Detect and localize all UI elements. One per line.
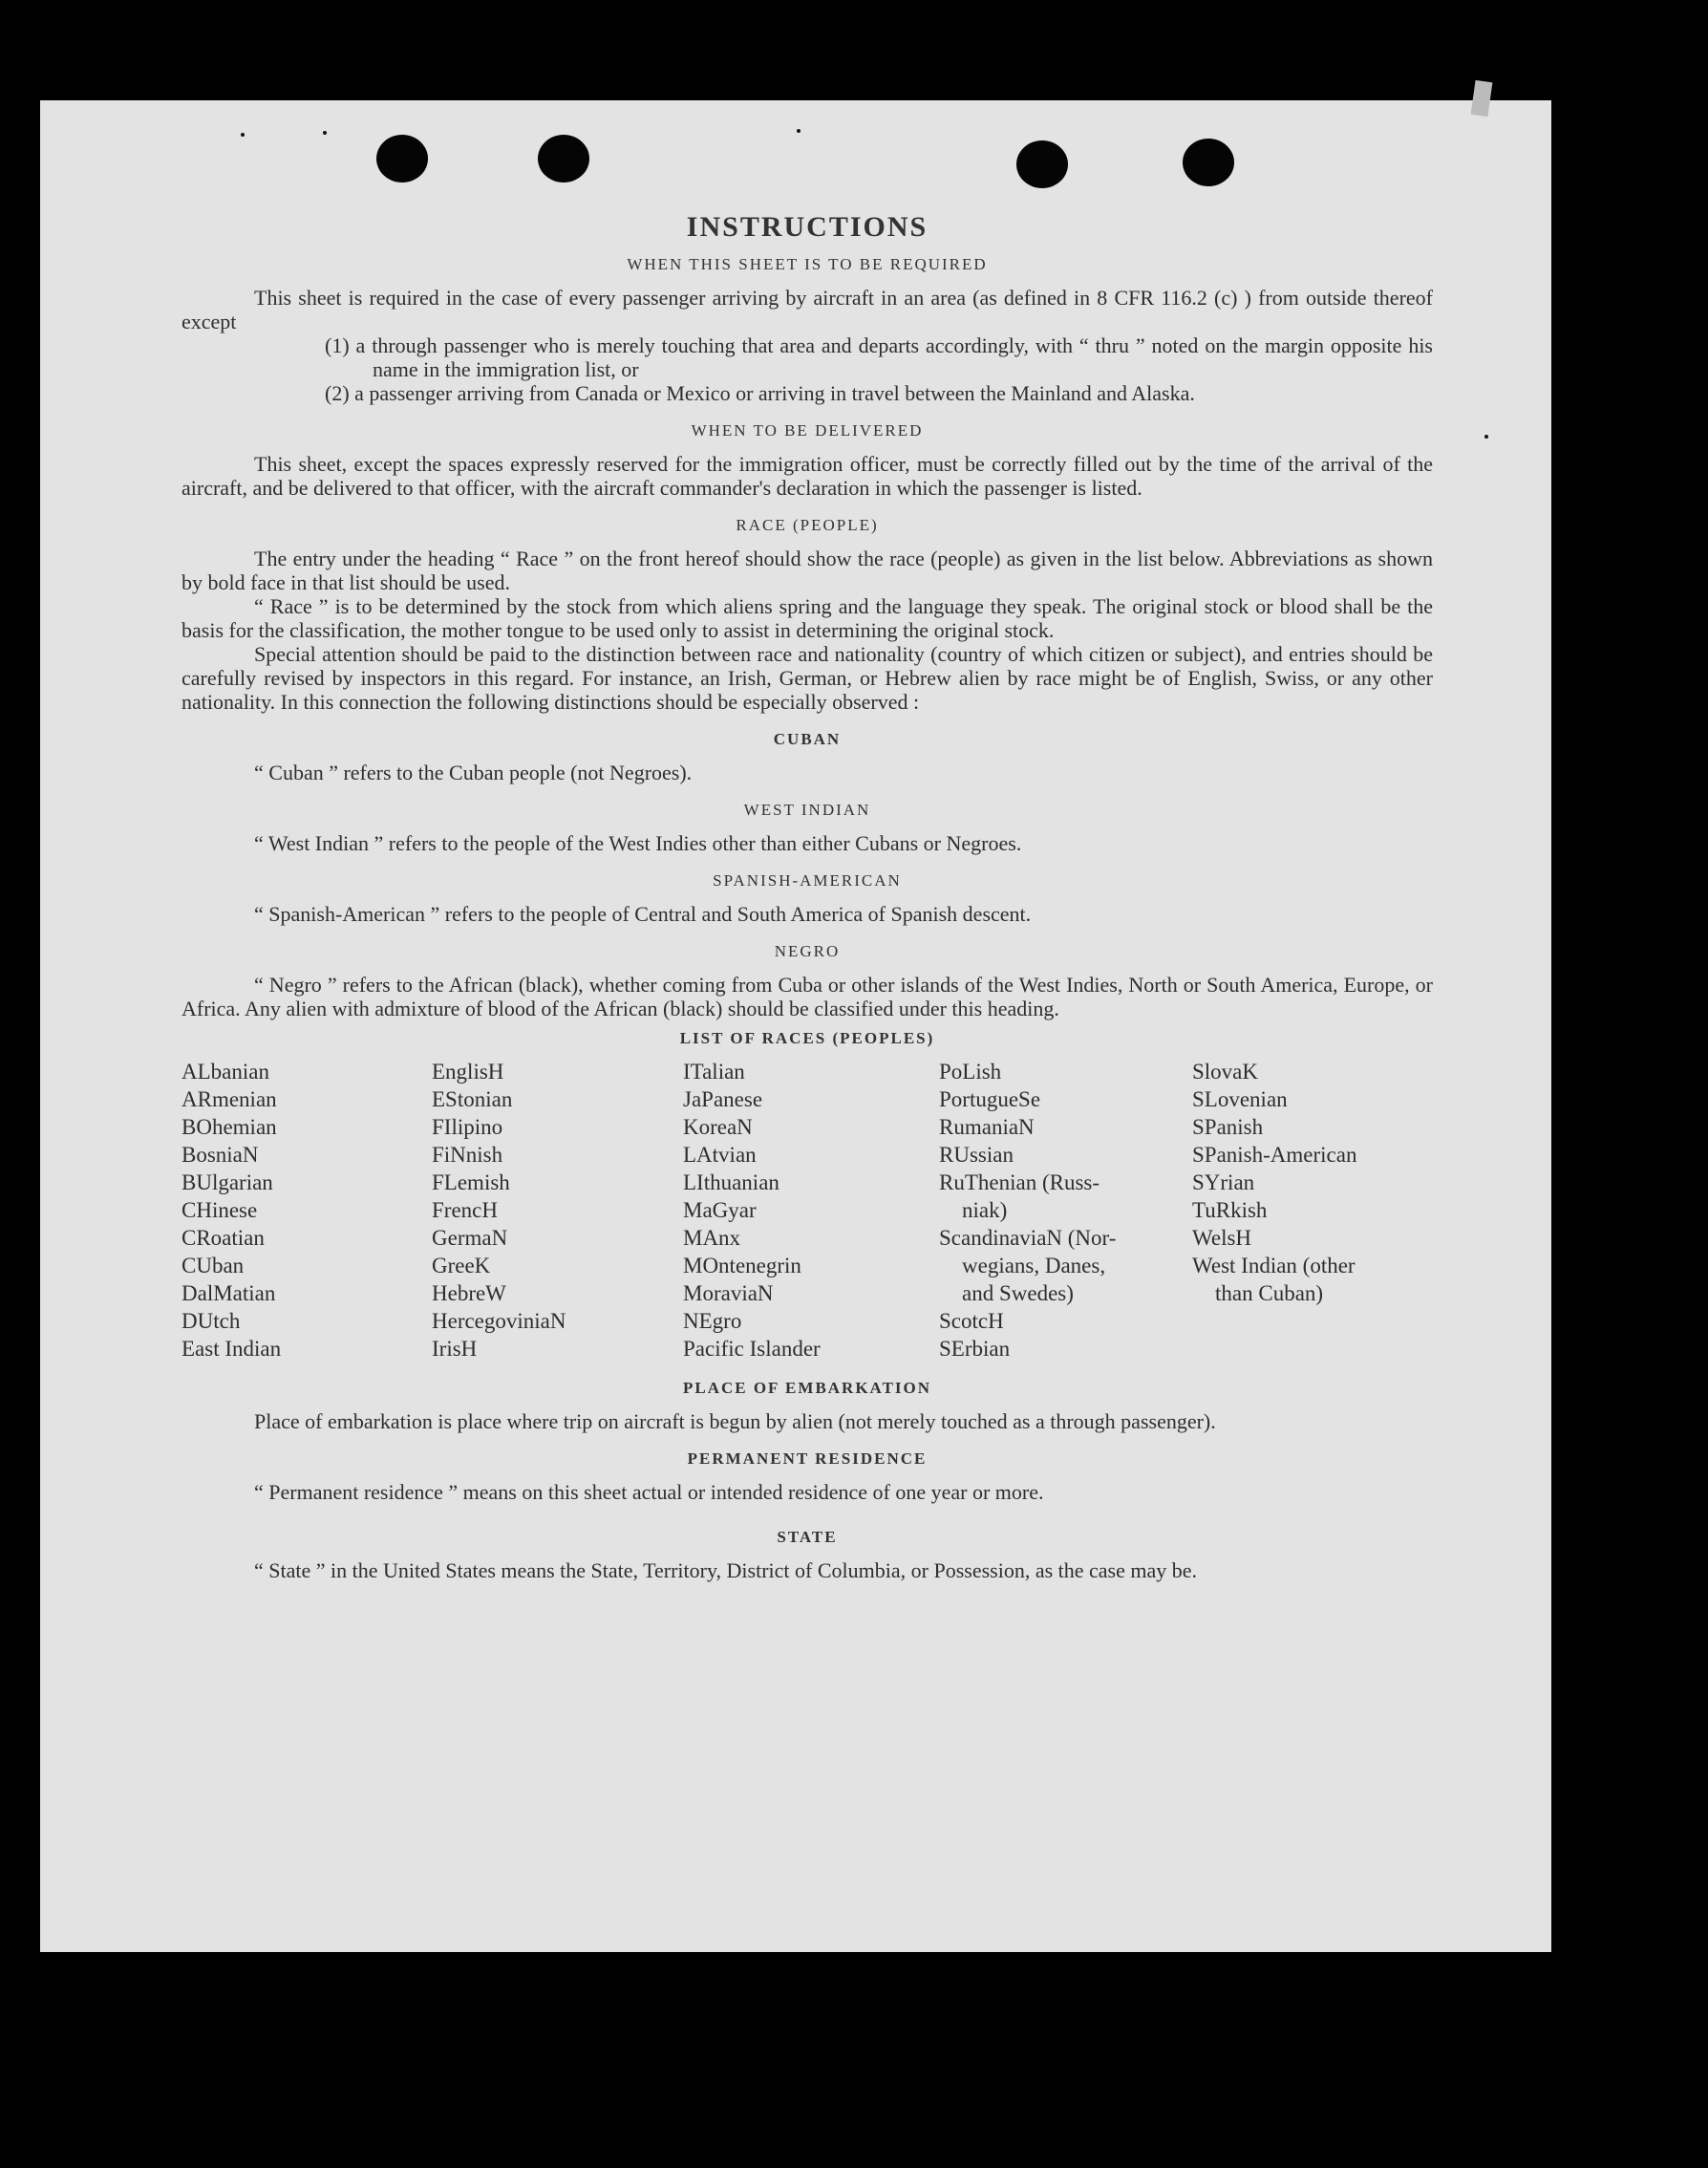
race-item: CRoatian [181, 1226, 265, 1250]
heading-state: STATE [777, 1528, 838, 1546]
race-paragraph-2: “ Race ” is to be determined by the stock from which aliens spring and the language they speak. The original stock or blood shall be the basis for the classification, the mother tongue to be used only to assist in determining the original stock. [181, 594, 1433, 642]
race-item: BosniaN [181, 1143, 259, 1167]
race-item: ARmenian [181, 1087, 277, 1111]
race-item: ScotcH [939, 1309, 1004, 1333]
race-item: LAtvian [683, 1143, 757, 1167]
race-item: ITalian [683, 1060, 745, 1084]
races-column-1 [181, 1058, 432, 1363]
punch-hole [1016, 140, 1068, 188]
race-item: GreeK [432, 1254, 491, 1277]
race-item: East Indian [181, 1337, 282, 1361]
races-column-4 [939, 1058, 1192, 1363]
race-item: LIthuanian [683, 1170, 779, 1194]
required-item-1: (1) a through passenger who is merely touching that area and departs accordingly, with “ thru ” noted on the margin opposite his name in the immigration list, or [325, 333, 1433, 381]
race-item: MaGyar [683, 1198, 757, 1222]
scan-artifact [1471, 80, 1493, 117]
race-item: FrencH [432, 1198, 498, 1222]
race-item: BOhemian [181, 1115, 277, 1139]
race-item: SPanish-American [1192, 1143, 1357, 1167]
required-item-2: (2) a passenger arriving from Canada or Mexico or arriving in travel between the Mainland and Alaska. [325, 381, 1195, 405]
race-item: IrisH [432, 1337, 478, 1361]
race-item: BUlgarian [181, 1170, 273, 1194]
race-item: JaPanese [683, 1087, 763, 1111]
race-item: SErbian [939, 1337, 1011, 1361]
race-item: CUban [181, 1254, 245, 1277]
race-item: RUssian [939, 1143, 1014, 1167]
race-item: SlovaK [1192, 1060, 1258, 1084]
race-item: FiNnish [432, 1143, 503, 1167]
instructions-content [181, 211, 1433, 1582]
race-item: KoreaN [683, 1115, 753, 1139]
heading-when-required: WHEN THIS SHEET IS TO BE REQUIRED [627, 255, 988, 273]
page-title: INSTRUCTIONS [686, 211, 929, 243]
race-item: West Indian (other than Cuban) [1192, 1254, 1356, 1305]
race-item: PoLish [939, 1060, 1002, 1084]
speck [241, 133, 245, 137]
race-item: EnglisH [432, 1060, 504, 1084]
spanish-american-text: “ Spanish-American ” refers to the people of Central and South America of Spanish descent. [254, 902, 1032, 926]
heading-cuban: CUBAN [773, 730, 842, 748]
cuban-text: “ Cuban ” refers to the Cuban people (not Negroes). [254, 761, 693, 784]
negro-text: “ Negro ” refers to the African (black), whether coming from Cuba or other islands of the West Indies, North or South America, Europe, or Africa. Any alien with admixture of blood of the African (black) should be classified under this heading. [181, 973, 1433, 1020]
heading-race: RACE (PEOPLE) [736, 516, 879, 534]
residence-text: “ Permanent residence ” means on this sheet actual or intended residence of one year or more. [254, 1480, 1044, 1504]
speck [1484, 435, 1488, 439]
heading-list-of-races: LIST OF RACES (PEOPLES) [679, 1029, 935, 1047]
required-text: This sheet is required in the case of every passenger arriving by aircraft in an area (as defined in 8 CFR 116.2 (c) ) from outside thereof except [181, 286, 1433, 333]
race-item: HercegoviniaN [432, 1309, 566, 1333]
heading-place-of-embarkation: PLACE OF EMBARKATION [682, 1379, 932, 1397]
race-item: SYrian [1192, 1170, 1255, 1194]
races-column-3 [683, 1058, 939, 1363]
race-item: NEgro [683, 1309, 742, 1333]
race-item: ALbanian [181, 1060, 269, 1084]
race-item: FIlipino [432, 1115, 503, 1139]
race-item: DUtch [181, 1309, 241, 1333]
race-item: EStonian [432, 1087, 513, 1111]
punch-hole [376, 135, 428, 182]
race-item: MOntenegrin [683, 1254, 801, 1277]
race-item: GermaN [432, 1226, 508, 1250]
race-item: DalMatian [181, 1281, 276, 1305]
punch-hole [1183, 139, 1234, 186]
race-item: Pacific Islander [683, 1337, 821, 1361]
embarkation-text: Place of embarkation is place where trip on aircraft is begun by alien (not merely touched as a through passenger). [254, 1409, 1216, 1433]
heading-spanish-american: SPANISH-AMERICAN [713, 871, 902, 890]
race-paragraph-1: The entry under the heading “ Race ” on the front hereof should show the race (people) as given in the list below. Abbreviations as shown by bold face in that list should be used. [181, 547, 1433, 594]
race-item: ScandinaviaN (Nor- wegians, Danes, and Swedes) [939, 1226, 1117, 1305]
race-item: MoraviaN [683, 1281, 774, 1305]
heading-permanent-residence: PERMANENT RESIDENCE [687, 1449, 928, 1468]
race-item: FLemish [432, 1170, 510, 1194]
race-item: WelsH [1192, 1226, 1252, 1250]
heading-west-indian: WEST INDIAN [743, 801, 871, 819]
heading-negro: NEGRO [774, 942, 841, 960]
races-column-2 [432, 1058, 683, 1363]
race-item: TuRkish [1192, 1198, 1268, 1222]
speck [323, 131, 327, 135]
delivered-text: This sheet, except the spaces expressly reserved for the immigration officer, must be correctly filled out by the time of the arrival of the aircraft, and be delivered to that officer, with the aircraft commander's declaration in which the passenger is listed. [181, 452, 1433, 500]
race-item: MAnx [683, 1226, 741, 1250]
race-item: PortugueSe [939, 1087, 1041, 1111]
west-indian-text: “ West Indian ” refers to the people of the West Indies other than either Cubans or Negroes. [254, 831, 1022, 855]
race-item: HebreW [432, 1281, 506, 1305]
race-item: SLovenian [1192, 1087, 1288, 1111]
document-sheet [40, 100, 1551, 1952]
races-list [181, 1058, 1433, 1363]
heading-when-delivered: WHEN TO BE DELIVERED [691, 421, 924, 440]
punch-hole [538, 135, 589, 182]
speck [797, 129, 801, 133]
state-text: “ State ” in the United States means the State, Territory, District of Columbia, or Possession, as the case may be. [254, 1558, 1198, 1582]
race-paragraph-3: Special attention should be paid to the distinction between race and nationality (country of which citizen or subject), and entries should be carefully revised by inspectors in this regard. For instance, an Irish, German, or Hebrew alien by race might be of English, Swiss, or any other nationality. In this connection the following distinctions should be especially observed : [181, 642, 1433, 714]
race-item: RuThenian (Russ- niak) [939, 1170, 1100, 1222]
race-item: RumaniaN [939, 1115, 1035, 1139]
race-item: CHinese [181, 1198, 258, 1222]
race-item: SPanish [1192, 1115, 1264, 1139]
races-column-5 [1192, 1058, 1433, 1363]
